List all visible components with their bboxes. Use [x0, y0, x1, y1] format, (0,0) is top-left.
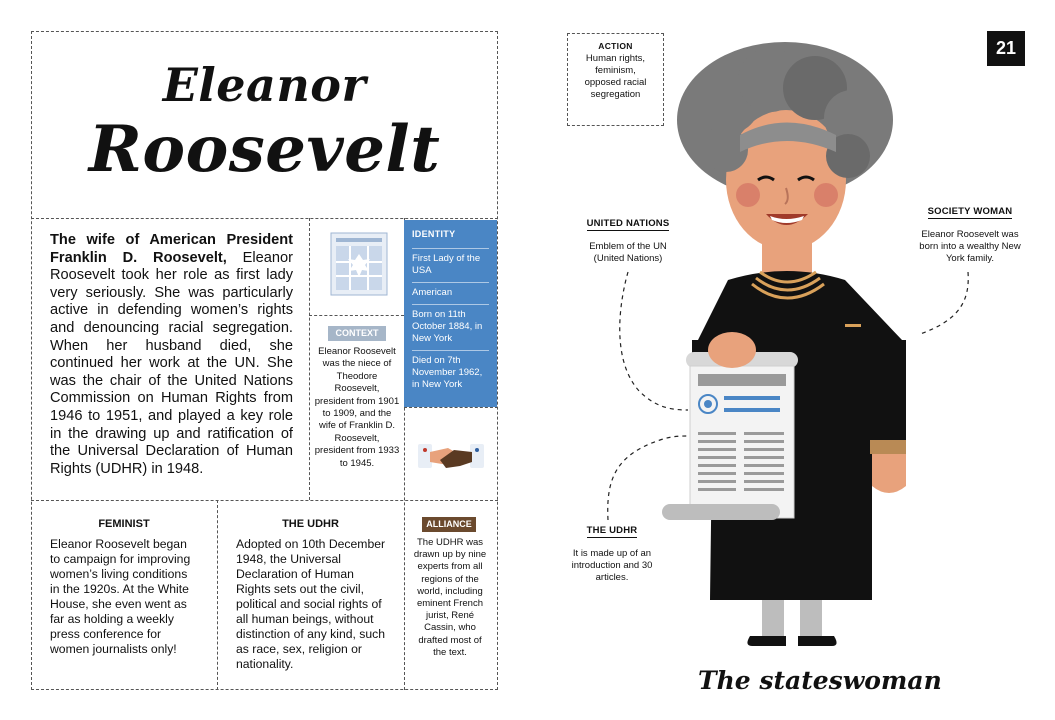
- callout-udhr-heading: THE UDHR: [586, 525, 638, 536]
- udhr-heading: THE UDHR: [282, 518, 339, 530]
- page-number: 21: [987, 31, 1025, 66]
- feminist-heading: FEMINIST: [98, 518, 150, 530]
- portrait-illustration: [640, 40, 940, 660]
- identity-item: Died on 7th November 1962, in New York: [412, 350, 489, 396]
- udhr-text: Adopted on 10th December 1948, the Universal Declaration of Human Rights sets out the civil, political and social rights of all human beings, without distinction of any kind, such as race, sex, religion or nationality.: [236, 537, 386, 671]
- action-heading: ACTION: [598, 41, 633, 51]
- identity-heading: IDENTITY: [412, 229, 456, 239]
- divider: [31, 218, 498, 219]
- title-last-name: Roosevelt: [88, 112, 441, 187]
- identity-item: Born on 11th October 1884, in New York: [412, 304, 489, 350]
- title-first-name: Eleanor: [162, 58, 367, 112]
- alliance-text: The UDHR was drawn up by nine experts from all regions of the world, including eminent French jurist, René Cassin, who drafted most of the text.: [413, 537, 487, 658]
- callout-udhr-text: It is made up of an introduction and 30 articles.: [571, 548, 653, 583]
- divider: [309, 218, 310, 500]
- divider: [309, 315, 404, 316]
- context-tag: CONTEXT: [328, 326, 386, 341]
- callout-un-text: Emblem of the UN (United Nations): [589, 241, 667, 264]
- identity-item: First Lady of the USA: [412, 248, 489, 282]
- feminist-text: Eleanor Roosevelt began to campaign for improving women’s living conditions in the 1920s. At the White House, she even went as far as holding a weekly press conference for women journalists only!: [50, 537, 191, 656]
- callout-society-heading: SOCIETY WOMAN: [927, 206, 1013, 217]
- un-flag-icon: [330, 232, 388, 296]
- divider: [31, 500, 498, 501]
- bio-text: Eleanor Roosevelt took her role as first lady very seriously. She was particularly active in defending women’s rights and denouncing racial segregation. When her husband died, she continued her work at the UN. She was the chair of the United Nations Commission on Human Rights from 1946 to 1951, and played a key role in the drawing up and ratification of the Universal Declaration of Human Rights (UDHR) in 1948.: [50, 249, 293, 477]
- identity-item: American: [412, 282, 489, 304]
- handshake-icon: [418, 432, 484, 482]
- biography: [50, 232, 293, 478]
- action-text: Human rights, feminism, opposed racial segregation: [584, 53, 647, 100]
- callout-un-heading: UNITED NATIONS: [586, 218, 670, 229]
- callout-society-text: Eleanor Roosevelt was born into a wealthy New York family.: [919, 229, 1021, 264]
- divider: [404, 407, 498, 408]
- caption: The stateswoman: [698, 666, 942, 695]
- bio-lead: The wife of American President Franklin D. Roosevelt,: [50, 232, 293, 266]
- context-text: Eleanor Roosevelt was the niece of Theodore Roosevelt, president from 1901 to 1909, and the wife of Franklin D. Roosevelt, president from 1933 to 1945.: [314, 346, 400, 469]
- identity-box: [404, 220, 497, 407]
- alliance-tag: ALLIANCE: [422, 517, 476, 532]
